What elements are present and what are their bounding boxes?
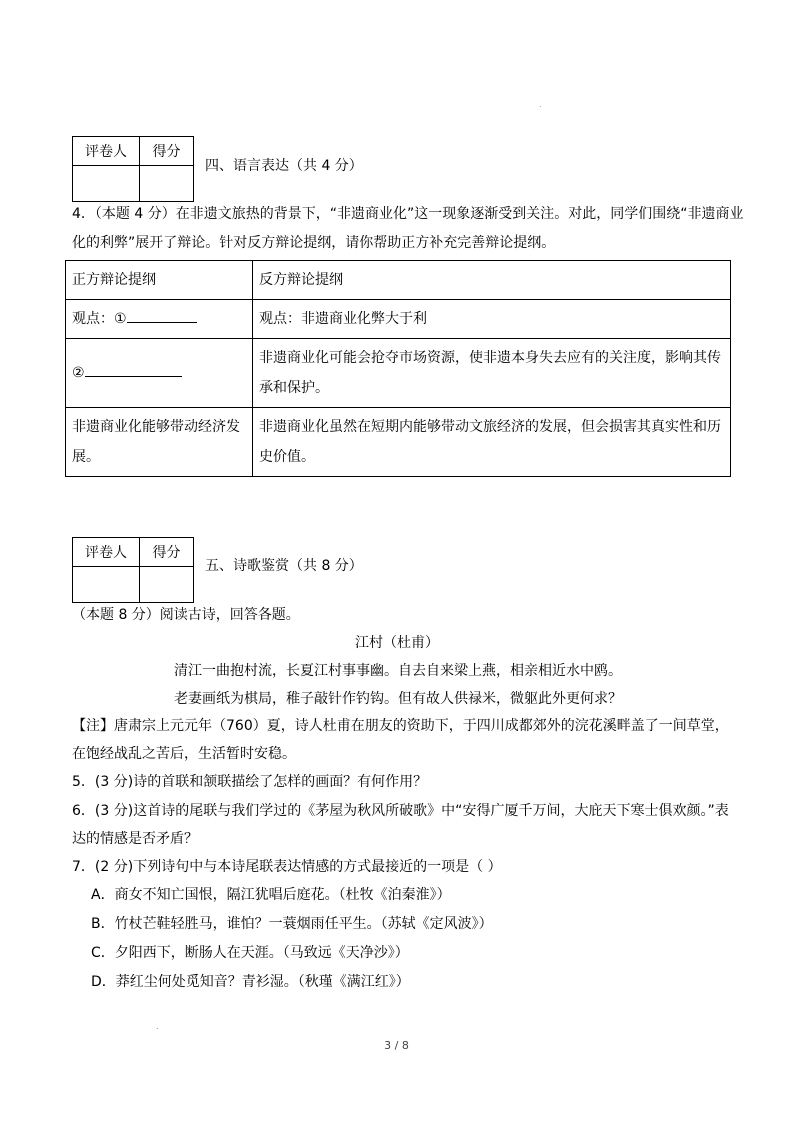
pro-viewpoint-blank[interactable] (127, 308, 197, 323)
con-argument-2-cell: 非遗商业化虽然在短期内能够带动文旅经济的发展，但会损害其真实性和历史价值。 (253, 408, 731, 477)
grader-cell (73, 166, 140, 202)
q6-line-2: 达的情感是否矛盾？ (72, 831, 198, 847)
pro-viewpoint-label: 观点：① (72, 311, 127, 327)
footer-dot-mark: . (156, 1022, 159, 1031)
note-line-2: 在饱经战乱之苦后，生活暂时安稳。 (72, 746, 296, 762)
table-header-pro: 正方辩论提纲 (66, 261, 253, 300)
pro-argument-cell (66, 339, 253, 408)
con-argument-1-cell: 非遗商业化可能会抢夺市场资源，使非遗本身失去应有的关注度，影响其传承和保护。 (253, 339, 731, 408)
section4-title: 四、语言表达（共 4 分） (205, 158, 363, 174)
table-header-con: 反方辩论提纲 (253, 261, 731, 300)
q5-text: 5．(3 分)诗的首联和颔联描绘了怎样的画面？有何作用？ (72, 774, 428, 790)
score-cell (140, 166, 194, 202)
q7-stem: 7．(2 分)下列诗句中与本诗尾联表达情感的方式最接近的一项是（ ） (72, 859, 502, 875)
q7-option-a[interactable]: A．商女不知亡国恨，隔江犹唱后庭花。（杜牧《泊秦淮》） (91, 887, 451, 903)
score-box-section5 (72, 537, 194, 603)
debate-outline-table (65, 260, 731, 477)
score-cell (140, 567, 194, 603)
q4-line2: 化的利弊”展开了辩论。针对反方辩论提纲，请你帮助正方补充完善辩论提纲。 (72, 235, 556, 251)
q7-option-c[interactable]: C．夕阳西下，断肠人在天涯。（马致远《天净沙》） (91, 945, 409, 961)
con-viewpoint-cell: 观点：非遗商业化弊大于利 (253, 300, 731, 339)
q4-line1: 4．（本题 4 分）在非遗文旅热的背景下，“非遗商业化”这一现象逐渐受到关注。对此，同学们围绕“非遗商业 (72, 206, 744, 222)
poem-line-2: 老妻画纸为棋局，稚子敲针作钓钩。但有故人供禄米，微躯此外更何求？ (174, 691, 622, 707)
pro-argument-label: ② (72, 365, 85, 381)
note-line-1: 【注】唐肃宗上元元年（760）夏，诗人杜甫在朋友的资助下，于四川成都郊外的浣花溪畔盖了一间草堂， (72, 718, 729, 734)
q7-option-b[interactable]: B．竹杖芒鞋轻胜马，谁怕？一蓑烟雨任平生。（苏轼《定风波》） (91, 916, 493, 932)
section5-title: 五、诗歌鉴赏（共 8 分） (205, 558, 363, 574)
pro-argument-economy-cell: 非遗商业化能够带动经济发展。 (66, 408, 253, 477)
score-box-section4 (72, 136, 194, 202)
page-number: 3 / 8 (384, 1039, 409, 1052)
pro-argument-blank[interactable] (85, 362, 182, 377)
grader-label: 评卷人 (73, 538, 140, 567)
grader-label: 评卷人 (73, 137, 140, 166)
q6-line-1: 6．(3 分)这首诗的尾联与我们学过的《茅屋为秋风所破歌》中“安得广厦千万间，大庇天下寒士俱欢颜。”表 (72, 803, 729, 819)
poem-line-1: 清江一曲抱村流，长夏江村事事幽。自去自来梁上燕，相亲相近水中鸥。 (174, 663, 622, 679)
pro-viewpoint-cell (66, 300, 253, 339)
score-label: 得分 (140, 538, 194, 567)
page-dot-mark: . (539, 100, 542, 109)
score-label: 得分 (140, 137, 194, 166)
grader-cell (73, 567, 140, 603)
q7-option-d[interactable]: D．莽红尘何处觅知音？青衫湿。（秋瑾《满江红》） (91, 974, 410, 990)
section5-intro: （本题 8 分）阅读古诗，回答各题。 (72, 607, 300, 623)
poem-title: 江村（杜甫） (355, 635, 439, 651)
